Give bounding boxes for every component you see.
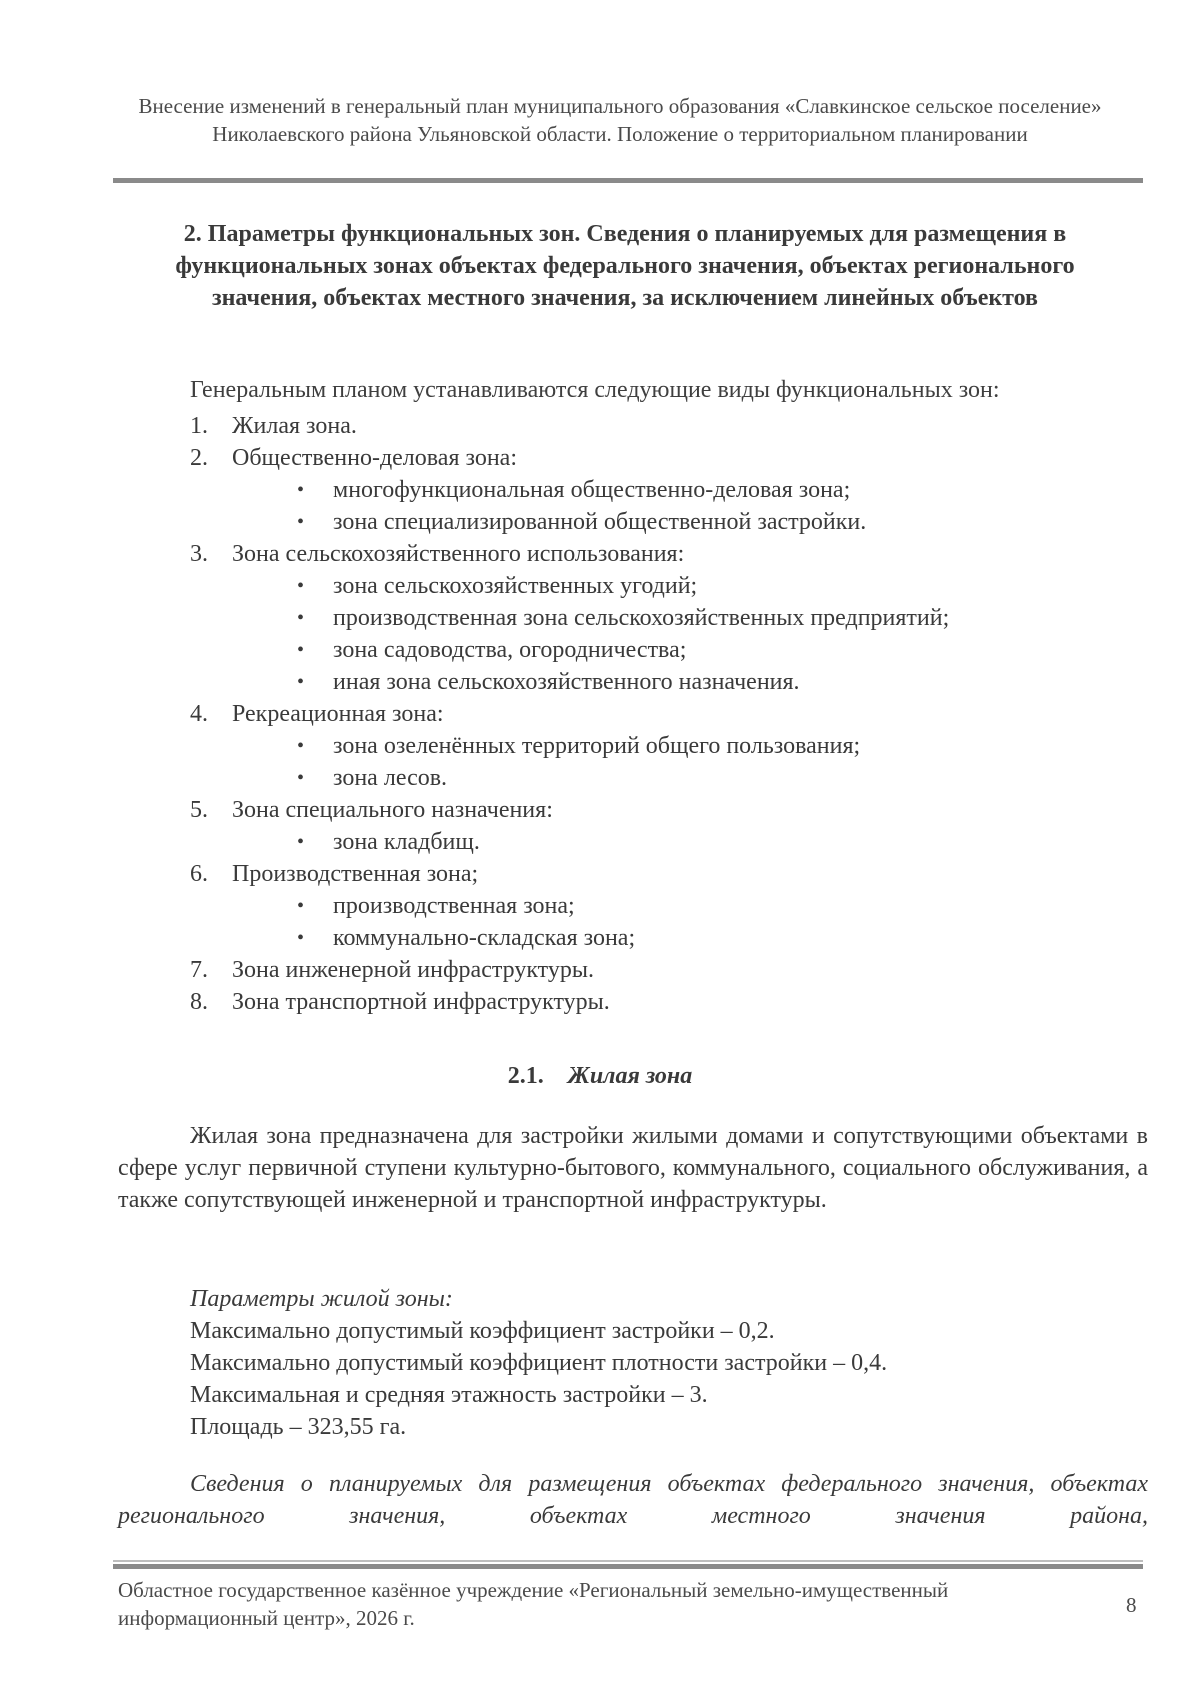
subsection-heading: [0, 1060, 1200, 1092]
bullet-icon: •: [297, 575, 305, 597]
bullet-icon: •: [297, 511, 305, 533]
zones-intro: Генеральным планом устанавливаются следующие виды функциональных зон:: [190, 377, 1000, 403]
document-footer: Областное государственное казённое учреждение «Региональный земельно-имущественный информационный центр», 2026 г.: [118, 1578, 949, 1630]
bullet-icon: •: [297, 479, 305, 501]
zone-subitem: [190, 602, 1130, 634]
footer-rule: [113, 1564, 1143, 1569]
bullet-icon: •: [297, 767, 305, 789]
zone-item-label: Зона инженерной инфраструктуры.: [232, 957, 594, 983]
zone-subitem-label: зона специализированной общественной застройки.: [333, 509, 867, 535]
zone-subitem-label: многофункциональная общественно-деловая зона;: [333, 477, 851, 503]
subsection-number: 2.1.: [507, 1063, 544, 1089]
zone-item-number: 5.: [190, 797, 208, 823]
zone-item-number: 4.: [190, 701, 208, 727]
zone-subitem: [190, 474, 1130, 506]
zone-subitem-label: зона кладбищ.: [333, 829, 480, 855]
planned-objects-paragraph: Сведения о планируемых для размещения объектах федерального значения, объектах регионального значения, объектах местного значения района,: [118, 1471, 1148, 1529]
bullet-icon: •: [297, 895, 305, 917]
bullet-icon: •: [297, 735, 305, 757]
zone-item: [190, 410, 1130, 442]
zone-subitem: [190, 762, 1130, 794]
zone-item-number: 2.: [190, 445, 208, 471]
zone-subitem: [190, 922, 1130, 954]
zone-subitem: [190, 890, 1130, 922]
zone-item-label: Зона специального назначения:: [232, 797, 553, 823]
param-line: Максимальная и средняя этажность застройки – 3.: [190, 1382, 708, 1408]
zone-subitem: [190, 634, 1130, 666]
params-block: [190, 1283, 887, 1443]
zone-subitem-label: зона сельскохозяйственных угодий;: [333, 573, 698, 599]
zone-subitem-label: зона садоводства, огородничества;: [333, 637, 687, 663]
zone-item-number: 1.: [190, 413, 208, 439]
page-number: 8: [1126, 1593, 1137, 1617]
zone-subitem: [190, 826, 1130, 858]
footer-rule-thin: [113, 1560, 1143, 1562]
zone-item-number: 6.: [190, 861, 208, 887]
residential-paragraph: Жилая зона предназначена для застройки жилыми домами и сопутствующими объектами в сфере услуг первичной ступени культурно-бытового, коммунального, социального обслуживания, а также сопутствующей инженерной и транспортной инфраструктуры.: [118, 1123, 1148, 1213]
zone-item-number: 3.: [190, 541, 208, 567]
zone-item-label: Зона транспортной инфраструктуры.: [232, 989, 610, 1015]
zone-item-label: Зона сельскохозяйственного использования:: [232, 541, 685, 567]
params-heading: Параметры жилой зоны:: [190, 1286, 453, 1312]
zone-item: [190, 538, 1130, 570]
subsection-title: Жилая зона: [567, 1063, 693, 1089]
zones-list: [190, 410, 1130, 1018]
zone-item-label: Жилая зона.: [232, 413, 357, 439]
zone-subitem-label: зона озеленённых территорий общего пользования;: [333, 733, 861, 759]
section-title: 2. Параметры функциональных зон. Сведения о планируемых для размещения в функциональных зонах объектах федерального значения, объектах регионального значения, объектах местного значения, за исключением линейных объектов: [175, 221, 1075, 311]
zone-subitem-label: производственная зона;: [333, 893, 575, 919]
zone-item: [190, 794, 1130, 826]
zone-item: [190, 986, 1130, 1018]
zone-item-label: Рекреационная зона:: [232, 701, 444, 727]
zone-subitem-label: зона лесов.: [333, 765, 448, 791]
param-line: Максимально допустимый коэффициент застройки – 0,2.: [190, 1318, 775, 1344]
zone-item: [190, 954, 1130, 986]
zone-subitem: [190, 570, 1130, 602]
header-rule: [113, 178, 1143, 183]
zone-item: [190, 698, 1130, 730]
zone-item-number: 8.: [190, 989, 208, 1015]
zone-item-label: Общественно-деловая зона:: [232, 445, 517, 471]
param-line: Максимально допустимый коэффициент плотности застройки – 0,4.: [190, 1350, 888, 1376]
zone-subitem: [190, 506, 1130, 538]
zone-subitem-label: коммунально-складская зона;: [333, 925, 636, 951]
bullet-icon: •: [297, 831, 305, 853]
zone-item: [190, 442, 1130, 474]
bullet-icon: •: [297, 671, 305, 693]
bullet-icon: •: [297, 639, 305, 661]
zone-item: [190, 858, 1130, 890]
zone-subitem: [190, 666, 1130, 698]
zone-subitem-label: иная зона сельскохозяйственного назначения.: [333, 669, 800, 695]
zone-item-label: Производственная зона;: [232, 861, 479, 887]
bullet-icon: •: [297, 927, 305, 949]
bullet-icon: •: [297, 607, 305, 629]
zone-subitem-label: производственная зона сельскохозяйственных предприятий;: [333, 605, 950, 631]
document-header: Внесение изменений в генеральный план муниципального образования «Славкинское сельское поселение» Николаевского района Ульяновской области. Положение о территориальном планировании: [138, 94, 1102, 146]
zone-subitem: [190, 730, 1130, 762]
param-line: Площадь – 323,55 га.: [190, 1414, 407, 1440]
zone-item-number: 7.: [190, 957, 208, 983]
